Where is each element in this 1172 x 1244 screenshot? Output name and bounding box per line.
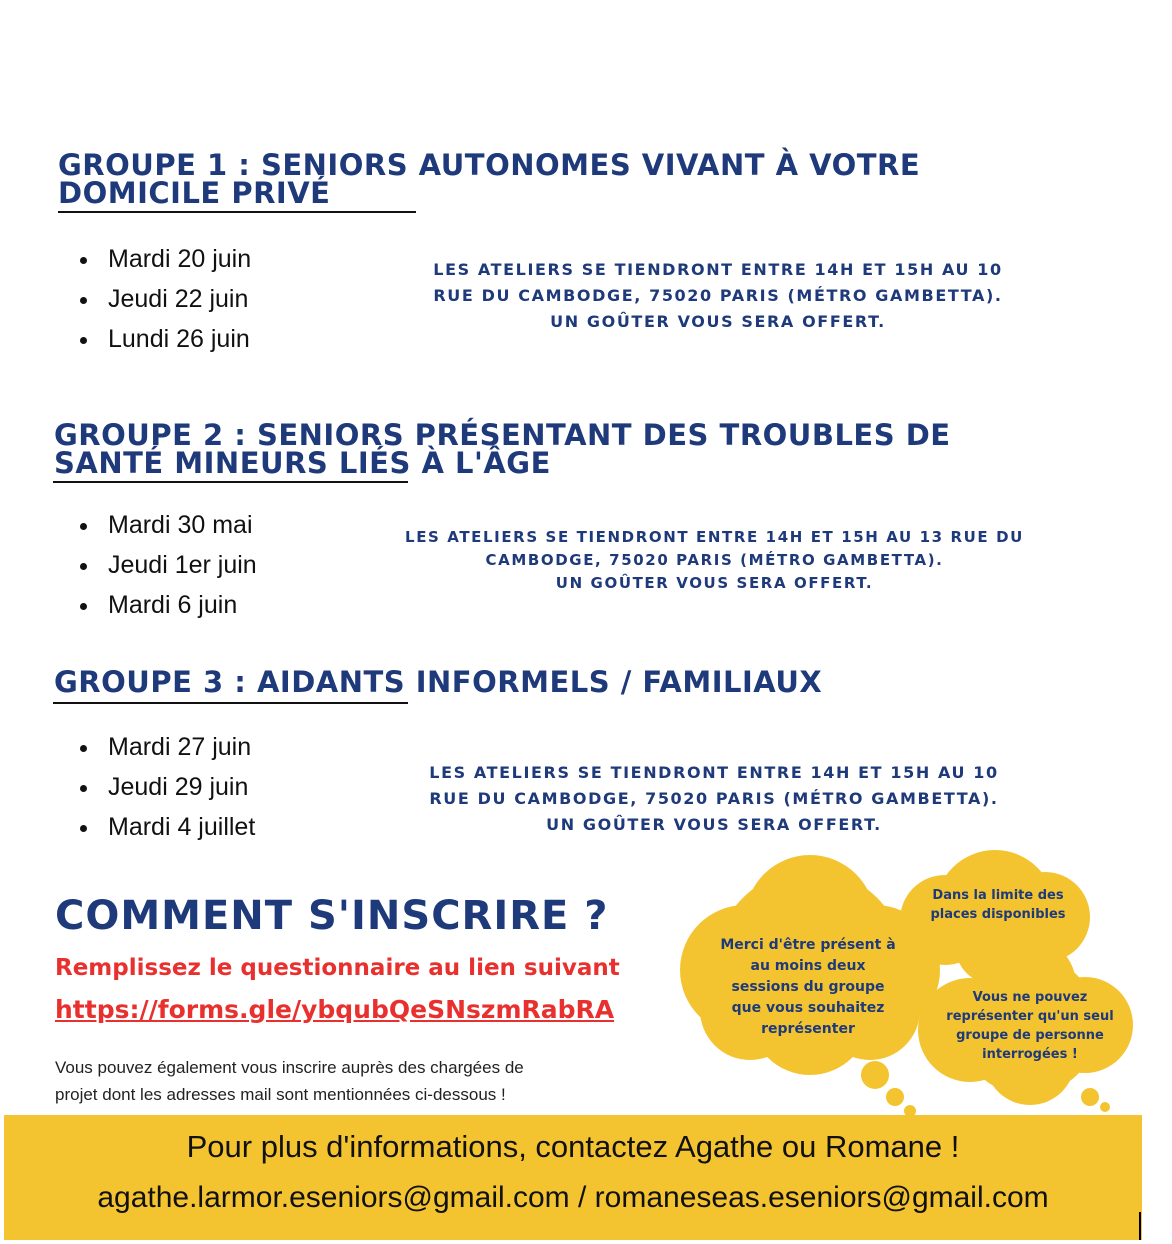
date-item: Mardi 6 juin [78, 585, 257, 625]
register-form-link[interactable]: https://forms.gle/ybqubQeSNszmRabRA [55, 995, 615, 1024]
contact-emails[interactable]: agathe.larmor.eseniors@gmail.com / romaneseas.eseniors@gmail.com [97, 1181, 1049, 1214]
cloud-bottom-right-text [925, 988, 1135, 1064]
info-line: RUE DU CAMBODGE, 75020 PARIS (MÉTRO GAMBETTA). [429, 789, 999, 808]
group-2-dates [78, 505, 257, 625]
register-note-line2: projet dont les adresses mail sont mentionnées ci-dessous ! [55, 1085, 506, 1104]
info-line: UN GOÛTER VOUS SERA OFFERT. [555, 574, 874, 592]
contact-line1: Pour plus d'informations, contactez Agathe ou Romane ! [186, 1129, 960, 1164]
cloud-line: interrogées ! [982, 1047, 1078, 1062]
cloud-line: au moins deux [750, 958, 866, 974]
register-note-line1: Vous pouvez également vous inscrire auprès des chargées de [55, 1058, 524, 1077]
info-line: LES ATELIERS SE TIENDRONT ENTRE 14H ET 15H AU 10 [433, 260, 1003, 279]
date-item: Mardi 27 juin [78, 727, 255, 767]
date-item: Jeudi 22 juin [78, 279, 251, 319]
register-note [55, 1054, 655, 1108]
group-2-underline [53, 481, 408, 483]
group-1-dates [78, 239, 251, 359]
info-line: RUE DU CAMBODGE, 75020 PARIS (MÉTRO GAMBETTA). [433, 286, 1003, 305]
date-item: Mardi 20 juin [78, 239, 251, 279]
cloud-line: représenter qu'un seul [946, 1009, 1114, 1024]
info-line: UN GOÛTER VOUS SERA OFFERT. [550, 312, 886, 331]
info-line: UN GOÛTER VOUS SERA OFFERT. [546, 815, 882, 834]
cloud-line: que vous souhaitez [731, 1000, 885, 1016]
group-1-info [358, 257, 1078, 335]
cloud-top-right-text [898, 886, 1098, 924]
cloud-line: groupe de personne [956, 1028, 1104, 1043]
info-line: LES ATELIERS SE TIENDRONT ENTRE 14H ET 15H AU 13 RUE DU [405, 528, 1024, 546]
cloud-line: représenter [761, 1021, 855, 1037]
group-1-title-line2: DOMICILE PRIVÉ [58, 176, 331, 210]
group-3-info [355, 760, 1073, 838]
group-3-title-line1: GROUPE 3 : AIDANTS INFORMELS / FAMILIAUX [54, 665, 823, 699]
corner-mark [1139, 1212, 1141, 1240]
cloud-line: Merci d'être présent à [720, 937, 896, 953]
cloud-line: Dans la limite des [932, 888, 1064, 903]
cloud-left-text [688, 935, 928, 1040]
date-item: Jeudi 1er juin [78, 545, 257, 585]
info-line: LES ATELIERS SE TIENDRONT ENTRE 14H ET 15H AU 10 [429, 763, 999, 782]
cloud-line: places disponibles [930, 907, 1066, 922]
group-2-title-line1: GROUPE 2 : SENIORS PRÉSENTANT DES TROUBLES DE [54, 418, 951, 452]
group-1-title [58, 148, 921, 210]
group-1-underline [58, 211, 416, 213]
group-1-title-line1: GROUPE 1 : SENIORS AUTONOMES VIVANT À VOTRE [58, 148, 921, 182]
register-heading: COMMENT S'INSCRIRE ? [55, 893, 609, 939]
contact-banner [4, 1115, 1142, 1240]
date-item: Mardi 4 juillet [78, 807, 255, 847]
group-2-title [54, 418, 951, 480]
register-instruction: Remplissez le questionnaire au lien suivant [55, 955, 620, 981]
group-2-title-line2: SANTÉ MINEURS LIÉS À L'ÂGE [54, 446, 551, 480]
date-item: Jeudi 29 juin [78, 767, 255, 807]
cloud-line: sessions du groupe [731, 979, 885, 995]
group-3-underline [53, 702, 408, 704]
cloud-line: Vous ne pouvez [972, 990, 1088, 1005]
group-3-dates [78, 727, 255, 847]
group-3-title [54, 665, 823, 699]
date-item: Lundi 26 juin [78, 319, 251, 359]
date-item: Mardi 30 mai [78, 505, 257, 545]
info-line: CAMBODGE, 75020 PARIS (MÉTRO GAMBETTA). [485, 551, 944, 569]
group-2-info [352, 526, 1077, 595]
